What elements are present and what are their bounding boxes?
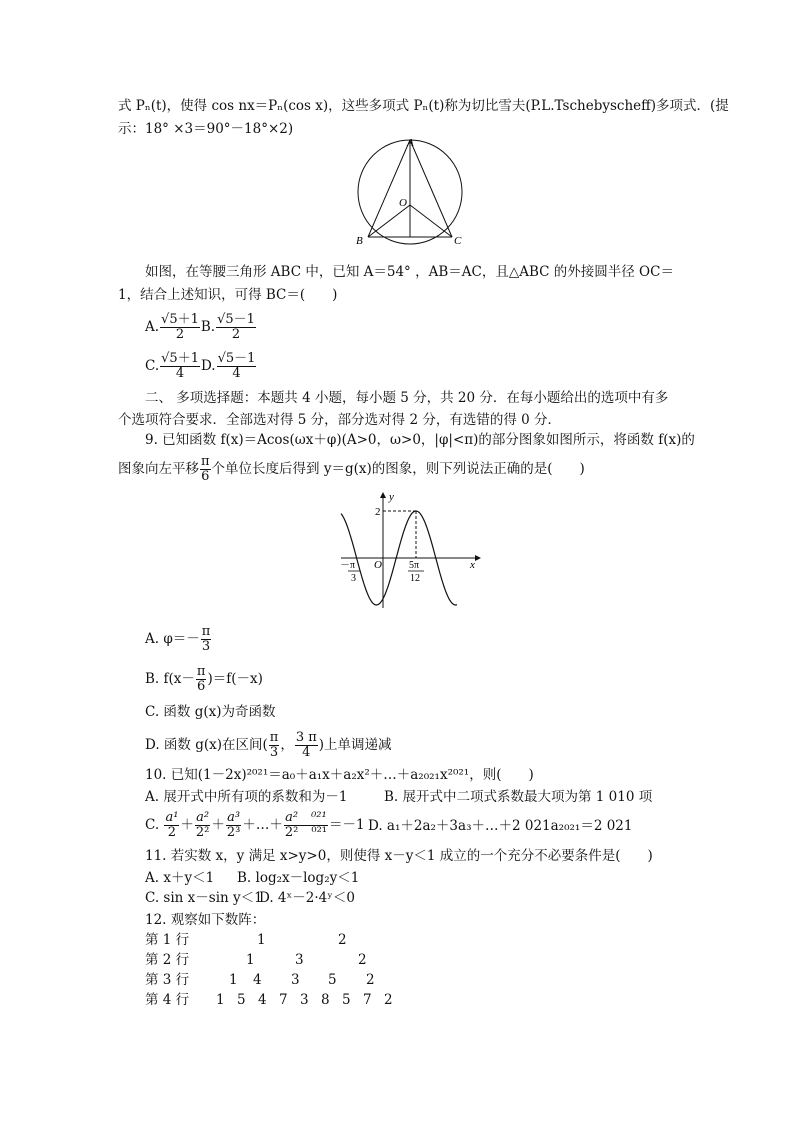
q8-option-d-den: 4 xyxy=(232,366,241,381)
q9-option-b-num: π xyxy=(196,664,206,679)
q10-c-term-1 xyxy=(164,811,179,840)
q8-option-b-num: √5－1 xyxy=(217,312,255,327)
cosine-graph xyxy=(335,490,485,615)
q8-option-c-den: 4 xyxy=(175,366,185,381)
q10-c-t2-den: 2² xyxy=(195,825,210,840)
q9-option-d-frac-2 xyxy=(295,731,318,760)
q11-line-1: 11. 若实数 x，y 满足 x>y>0，则使得 x－y＜1 成立的一个充分不必要条件是( ) xyxy=(145,848,653,864)
q9-line-1: 9. 已知函数 f(x)＝Acos(ωx＋φ)(A>0，ω>0，|φ|<π)的部分图象如图所示，将函数 f(x)的 xyxy=(145,432,695,448)
intro-line-2: 示：18° ×3＝90°－18°×2) xyxy=(118,121,294,137)
cell: 3 xyxy=(300,992,309,1008)
cell: 1 xyxy=(246,952,255,968)
q9-option-b-fraction xyxy=(196,665,207,694)
q8-line-2: 1，结合上述知识，可得 BC＝( ) xyxy=(118,287,338,303)
q8-option-a-den: 2 xyxy=(175,327,185,342)
q8-option-a-label: A. xyxy=(145,319,160,335)
q11-option-d: D. 4ˣ－2·4ʸ＜0 xyxy=(259,890,356,906)
cell: 5 xyxy=(328,972,337,988)
q8-option-b-den: 2 xyxy=(231,327,241,342)
q9-option-d-sep: ， xyxy=(280,737,294,753)
q10-option-c: C. $\frac{\text{a¹}}{2}$ ＋ $\frac{\text{a²}}{\text{2²}}$ ＋ $\frac{\text{a³}}{\text{2³}}$ ＋…＋ $\frac{\text{a² ⁰²¹}}{\text{2² ⁰²¹}}$ ＝－1 xyxy=(145,810,365,840)
q11-option-c: C. sin x－sin y＜1 xyxy=(145,890,263,906)
q9-option-a-num: π xyxy=(201,624,211,639)
cell: 1 xyxy=(229,972,238,988)
x-tick-left-num: －π xyxy=(340,560,356,571)
origin-label: O xyxy=(374,559,382,571)
row-label: 第 1 行 xyxy=(145,932,190,948)
x-axis-label: x xyxy=(470,559,475,571)
vertex-label-b: B xyxy=(356,235,363,247)
q9-option-d-den-1: 3 xyxy=(269,745,279,760)
q9-option-a xyxy=(145,623,212,655)
x-tick-left-den: 3 xyxy=(351,573,356,584)
q10-option-d: D. a₁＋2a₂＋3a₃＋…＋2 021a₂₀₂₁＝2 021 xyxy=(368,818,633,834)
q9-option-b xyxy=(145,663,263,695)
x-tick-right-num: 5π xyxy=(409,560,420,571)
q9-option-b-den: 6 xyxy=(197,679,206,694)
q10-c-t3-den: 2³ xyxy=(226,825,241,840)
q8-option-d-label: D. xyxy=(200,358,216,374)
q9-option-d-den-2: 4 xyxy=(302,745,311,760)
cell: 2 xyxy=(384,992,393,1008)
q9-option-c: C. 函数 g(x)为奇函数 xyxy=(145,704,276,720)
q10-c-t2-num: a² xyxy=(196,810,210,825)
q10-line-1: 10. 已知(1－2x)²⁰²¹＝a₀＋a₁x＋a₂x²＋…＋a₂₀₂₁x²⁰²¹，则( ) xyxy=(145,767,534,783)
q8-options-cd xyxy=(145,350,257,382)
cell: 2 xyxy=(366,972,375,988)
q10-c-t3-num: a³ xyxy=(227,810,241,825)
q10-c-t1-num: a¹ xyxy=(165,810,179,825)
cell: 2 xyxy=(358,952,367,968)
q10-c-t4-num: a² ⁰²¹ xyxy=(285,810,327,825)
q10-c-term-2 xyxy=(195,811,210,840)
cell: 1 xyxy=(216,992,225,1008)
q9-shift-num: π xyxy=(201,454,210,469)
q12-line-1: 12. 观察如下数阵： xyxy=(145,912,266,928)
q8-option-c-num: √5＋1 xyxy=(161,351,199,366)
cell: 8 xyxy=(321,992,330,1008)
y-tick-2: 2 xyxy=(375,506,381,518)
q9-option-b-post: )＝f(－x) xyxy=(207,671,263,687)
cell: 4 xyxy=(258,992,267,1008)
cell: 3 xyxy=(291,972,300,988)
q10-c-dots: ＋…＋ xyxy=(242,817,283,833)
q9-option-b-pre: B. f(x－ xyxy=(145,671,195,687)
q9-line-2 xyxy=(118,453,585,485)
cell: 5 xyxy=(237,992,246,1008)
q9-option-a-pre: A. φ＝－ xyxy=(145,631,200,647)
q10-c-tail: ＝－1 xyxy=(329,817,365,833)
q10-c-t1-den: 2 xyxy=(167,825,177,840)
q8-option-c-fraction xyxy=(160,352,200,381)
q10-option-a: A. 展开式中所有项的系数和为－1 xyxy=(145,789,348,805)
section2-line-2: 个选项符合要求．全部选对得 5 分，部分选对得 2 分，有选错的得 0 分． xyxy=(118,412,562,428)
row-label: 第 4 行 xyxy=(145,992,190,1008)
vertex-label-a: A xyxy=(407,137,414,149)
q8-options-ab xyxy=(145,311,257,343)
q8-line-1: 如图，在等腰三角形 ABC 中，已知 A＝54° ，AB＝AC，且△ABC 的外接圆半径 OC＝ xyxy=(145,264,674,280)
row-label: 第 2 行 xyxy=(145,952,190,968)
q11-option-b: B. log₂x－log₂y＜1 xyxy=(237,870,360,886)
q10-option-b: B. 展开式中二项式系数最大项为第 1 010 项 xyxy=(384,789,653,805)
cell: 7 xyxy=(363,992,372,1008)
q9-line-2-pre: 图象向左平移 xyxy=(118,461,199,477)
q8-option-b-fraction xyxy=(216,313,256,342)
q10-c-t4-den: 2² ⁰²¹ xyxy=(284,825,327,840)
q9-option-d-frac-1 xyxy=(269,731,280,760)
q9-option-a-den: 3 xyxy=(201,639,211,654)
intro-line-1: 式 Pₙ(t)，使得 cos nx＝Pₙ(cos x)，这些多项式 Pₙ(t)称为切比雪夫(P.L.Tschebyscheff)多项式．(提 xyxy=(118,98,729,114)
cell: 1 xyxy=(257,932,266,948)
section2-line-1: 二、 多项选择题：本题共 4 小题，每小题 5 分，共 20 分．在每小题给出的选项中有多 xyxy=(145,390,669,406)
q8-option-b-label: B. xyxy=(200,319,216,335)
q9-shift-den: 6 xyxy=(201,469,210,484)
q9-line-2-post: 个单位长度后得到 y＝g(x)的图象，则下列说法正确的是( ) xyxy=(211,461,585,477)
triangle-circle-figure xyxy=(355,136,465,248)
x-tick-right-den: 12 xyxy=(410,573,420,584)
q11-option-a: A. x＋y＜1 xyxy=(145,870,215,886)
q9-option-d xyxy=(145,729,392,761)
q10-c-term-3 xyxy=(226,811,241,840)
q9-option-d-num-2: 3 π xyxy=(295,730,317,745)
q8-option-d-num: √5－1 xyxy=(217,351,256,366)
q10-c-term-4 xyxy=(284,811,328,840)
q8-option-a-fraction xyxy=(160,313,200,342)
vertex-label-c: C xyxy=(454,235,462,247)
cell: 3 xyxy=(295,952,304,968)
q9-option-d-num-1: π xyxy=(269,730,279,745)
q9-option-a-fraction xyxy=(201,625,212,654)
row-label: 第 3 行 xyxy=(145,972,190,988)
q8-option-c-label: C. xyxy=(145,358,160,374)
q8-option-a-num: √5＋1 xyxy=(161,312,199,327)
center-label-o: O xyxy=(399,197,407,209)
q10-option-c-label: C. xyxy=(145,817,160,833)
q8-option-d-fraction xyxy=(217,352,257,381)
cell: 5 xyxy=(342,992,351,1008)
y-axis-label: y xyxy=(389,491,394,503)
q9-option-d-pre: D. 函数 g(x)在区间( xyxy=(145,737,268,753)
cell: 7 xyxy=(279,992,288,1008)
cell: 2 xyxy=(338,932,347,948)
cell: 4 xyxy=(253,972,262,988)
q9-option-d-post: )上单调递减 xyxy=(318,737,392,753)
q9-shift-fraction xyxy=(200,455,211,484)
